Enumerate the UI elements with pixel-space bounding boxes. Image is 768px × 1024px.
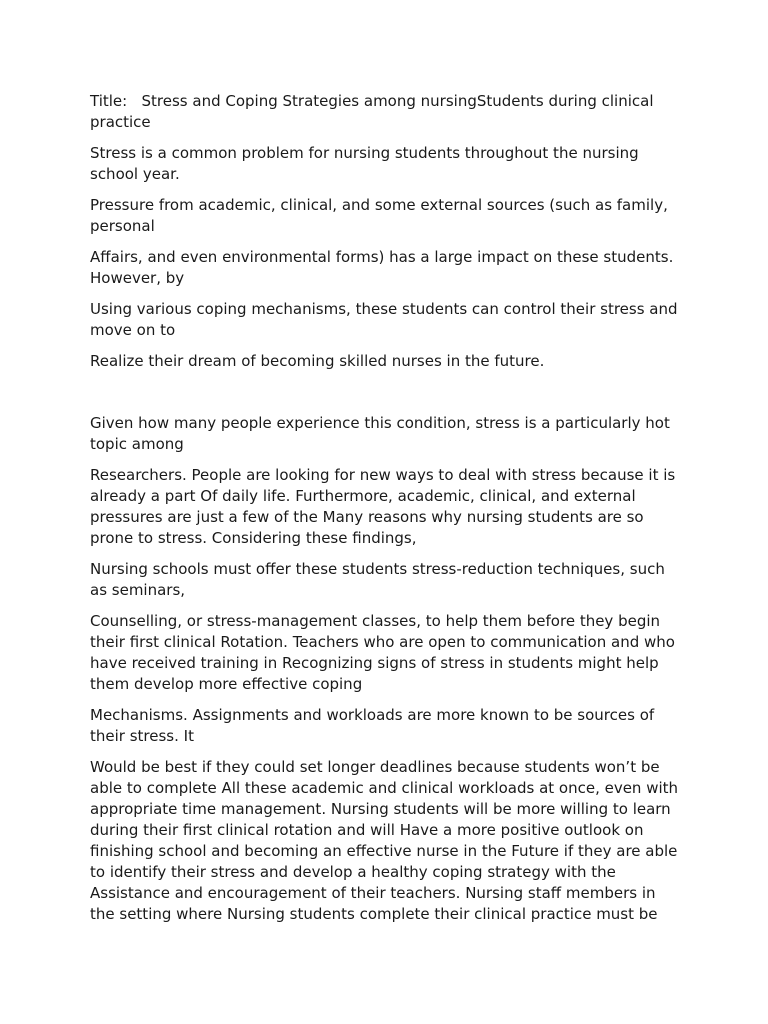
paragraph: Nursing schools must offer these students stress-reduction techniques, such as seminars, xyxy=(90,560,665,599)
paragraph: Given how many people experience this condition, stress is a particularly hot topic among xyxy=(90,414,670,453)
document-body xyxy=(90,91,680,935)
paragraph: Counselling, or stress-management classes, to help them before they begin their first clinical Rotation. Teachers who are open to communication and who have received training in Recognizing signs of stress in students might help them develop more effective coping xyxy=(90,612,675,693)
paragraph: Mechanisms. Assignments and workloads are more known to be sources of their stress. It xyxy=(90,706,655,745)
paragraph: Researchers. People are looking for new ways to deal with stress because it is already a part Of daily life. Furthermore, academic, clinical, and external pressures are just a few of the Many reasons why nursing students are so prone to stress. Considering these findings, xyxy=(90,466,676,547)
paragraph: Would be best if they could set longer deadlines because students won’t be able to complete All these academic and clinical workloads at once, even with appropriate time management. Nursing students will be more willing to learn during their first clinical rotation and will Have a more positive outlook on finishing school and becoming an effective nurse in the Future if they are able to identify their stress and develop a healthy coping strategy with the Assistance and encouragement of their teachers. Nursing staff members in the setting where Nursing students complete their clinical practice must be xyxy=(90,758,679,923)
paragraph: Affairs, and even environmental forms) has a large impact on these students. However, by xyxy=(90,248,674,287)
paragraph: Realize their dream of becoming skilled nurses in the future. xyxy=(90,352,545,370)
title-text: Stress and Coping Strategies among nursingStudents during clinical practice xyxy=(90,92,654,131)
paragraph: Pressure from academic, clinical, and some external sources (such as family, personal xyxy=(90,196,668,235)
paragraph: Using various coping mechanisms, these students can control their stress and move on to xyxy=(90,300,678,339)
title-label: Title: xyxy=(90,92,142,110)
paragraph: Stress is a common problem for nursing students throughout the nursing school year. xyxy=(90,144,639,183)
blank-line xyxy=(90,382,680,413)
document-title xyxy=(90,91,680,133)
